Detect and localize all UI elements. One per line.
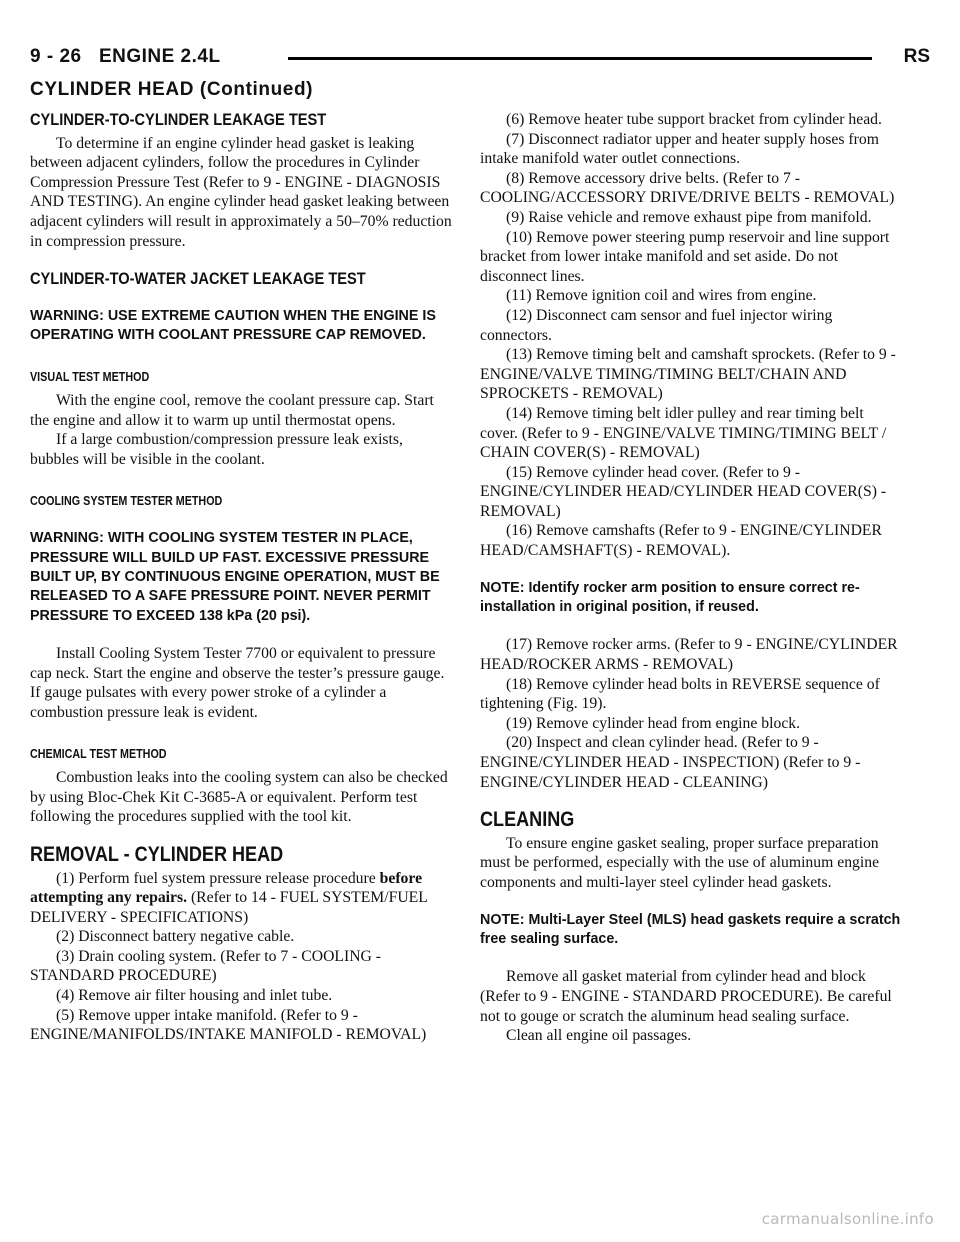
header-rule xyxy=(288,57,872,60)
removal-heading: REMOVAL - CYLINDER HEAD xyxy=(30,842,284,866)
water-jacket-heading: CYLINDER-TO-WATER JACKET LEAKAGE TEST xyxy=(30,269,366,289)
cleaning-heading: CLEANING xyxy=(480,808,575,832)
right-column xyxy=(480,110,904,1046)
removal-step-20: (20) Inspect and clean cylinder head. (Refer to 9 - ENGINE/CYLINDER HEAD - INSPECTION) (Refer to 9 - ENGINE/CYLINDER HEAD - CLEANING) xyxy=(480,734,861,791)
removal-step-13: (13) Remove timing belt and camshaft sprockets. (Refer to 9 - ENGINE/VALVE TIMING/TIMING BELT/CHAIN AND SPROCKETS - REMOVAL) xyxy=(480,346,896,403)
removal-step-1: (1) Perform fuel system pressure release procedure before attempting any repairs. (Refer to 14 - FUEL SYSTEM/FUEL DELIVERY - SPECIFICATIONS) xyxy=(30,869,428,926)
removal-step-5: (5) Remove upper intake manifold. (Refer to 9 - ENGINE/MANIFOLDS/INTAKE MANIFOLD - REMOVAL) xyxy=(30,1006,427,1044)
removal-step-10: (10) Remove power steering pump reservoir and line support bracket from lower intake manifold and set aside. Do not disconnect lines. xyxy=(480,228,890,285)
leakage-text: To determine if an engine cylinder head gasket is leaking between adjacent cylinders, follow the procedures in Cylinder Compression Pressure Test (Refer to 9 - ENGINE - DIAGNOSIS AND TESTING). An engine cylinder head gasket leaking between adjacent cylinders will result in approximately a 50–70% reduction in compression pressure. xyxy=(30,134,452,250)
cooling-warning: WARNING: WITH COOLING SYSTEM TESTER IN PLACE, PRESSURE WILL BUILD UP FAST. EXCESSIVE PRESSURE BUILT UP, BY CONTINUOUS ENGINE OPERATION, MUST BE RELEASED TO A SAFE PRESSURE POINT. NEVER PERMIT PRESSURE TO EXCEED 138 kPa (20 psi). xyxy=(30,530,440,624)
model-code: RS xyxy=(903,46,930,67)
removal-step-18: (18) Remove cylinder head bolts in REVERSE sequence of tightening (Fig. 19). xyxy=(480,675,880,713)
rocker-arm-note: NOTE: Identify rocker arm position to ensure correct re-installation in original position, if reused. xyxy=(480,579,860,616)
removal-step-2: (2) Disconnect battery negative cable. xyxy=(56,928,295,946)
visual-test-heading: VISUAL TEST METHOD xyxy=(30,369,150,384)
watermark-link[interactable]: carmanualsonline.info xyxy=(761,1210,934,1228)
cleaning-text-2: Remove all gasket material from cylinder head and block (Refer to 9 - ENGINE - STANDARD PROCEDURE). Be careful not to gouge or scratch the aluminum head sealing surface. xyxy=(480,968,892,1025)
removal-step-15: (15) Remove cylinder head cover. (Refer to 9 - ENGINE/CYLINDER HEAD/CYLINDER HEAD COVER(S) - REMOVAL) xyxy=(480,463,887,520)
leakage-heading: CYLINDER-TO-CYLINDER LEAKAGE TEST xyxy=(30,110,327,129)
removal-step-8: (8) Remove accessory drive belts. (Refer to 7 - COOLING/ACCESSORY DRIVE/DRIVE BELTS - REMOVAL) xyxy=(480,169,895,207)
mls-gasket-note: NOTE: Multi-Layer Steel (MLS) head gaskets require a scratch free sealing surface. xyxy=(480,911,901,947)
left-column xyxy=(30,110,454,1045)
removal-step-4: (4) Remove air filter housing and inlet tube. xyxy=(56,987,333,1005)
removal-step-7: (7) Disconnect radiator upper and heater supply hoses from intake manifold water outlet connections. xyxy=(480,130,879,168)
water-warning: WARNING: USE EXTREME CAUTION WHEN THE ENGINE IS OPERATING WITH COOLANT PRESSURE CAP REMOVED. xyxy=(30,307,436,344)
removal-step-9: (9) Raise vehicle and remove exhaust pipe from manifold. xyxy=(506,208,872,226)
removal-step-11: (11) Remove ignition coil and wires from engine. xyxy=(506,287,817,305)
removal-step-6: (6) Remove heater tube support bracket from cylinder head. xyxy=(506,111,882,128)
cleaning-text-3: Clean all engine oil passages. xyxy=(506,1027,692,1045)
cooling-text: Install Cooling System Tester 7700 or equivalent to pressure cap neck. Start the engine and observe the tester’s pressure gauge. If gauge pulsates with every power stroke of a cylinder a combustion pressure leak is evident. xyxy=(30,645,445,721)
removal-step-14: (14) Remove timing belt idler pulley and rear timing belt cover. (Refer to 9 - ENGINE/VALVE TIMING/TIMING BELT / CHAIN COVER(S) - REMOVAL) xyxy=(480,404,887,462)
chemical-text: Combustion leaks into the cooling system can also be checked by using Bloc-Chek Kit C-3685-A or equivalent. Perform test following the procedures supplied with the tool kit. xyxy=(30,769,448,826)
chemical-test-heading: CHEMICAL TEST METHOD xyxy=(30,746,167,761)
removal-step-12: (12) Disconnect cam sensor and fuel injector wiring connectors. xyxy=(480,306,833,344)
visual-text-1: With the engine cool, remove the coolant pressure cap. Start the engine and allow it to warm up until thermostat opens. xyxy=(30,392,434,429)
removal-step-16: (16) Remove camshafts (Refer to 9 - ENGINE/CYLINDER HEAD/CAMSHAFT(S) - REMOVAL). xyxy=(480,522,882,560)
visual-text-2: If a large combustion/compression pressure leak exists, bubbles will be visible in the coolant. xyxy=(30,431,403,468)
page-header xyxy=(30,46,930,70)
cooling-tester-heading: COOLING SYSTEM TESTER METHOD xyxy=(30,493,223,508)
cleaning-text: To ensure engine gasket sealing, proper surface preparation must be performed, especially with the use of aluminum engine components and multi-layer steel cylinder head gaskets. xyxy=(480,834,880,891)
continued-title: CYLINDER HEAD (Continued) xyxy=(30,79,314,100)
removal-step-19: (19) Remove cylinder head from engine block. xyxy=(506,714,801,732)
removal-step-17: (17) Remove rocker arms. (Refer to 9 - ENGINE/CYLINDER HEAD/ROCKER ARMS - REMOVAL) xyxy=(480,636,898,674)
page-number-section: 9 - 26 ENGINE 2.4L xyxy=(30,46,221,67)
removal-step-3: (3) Drain cooling system. (Refer to 7 - COOLING - STANDARD PROCEDURE) xyxy=(30,947,382,985)
